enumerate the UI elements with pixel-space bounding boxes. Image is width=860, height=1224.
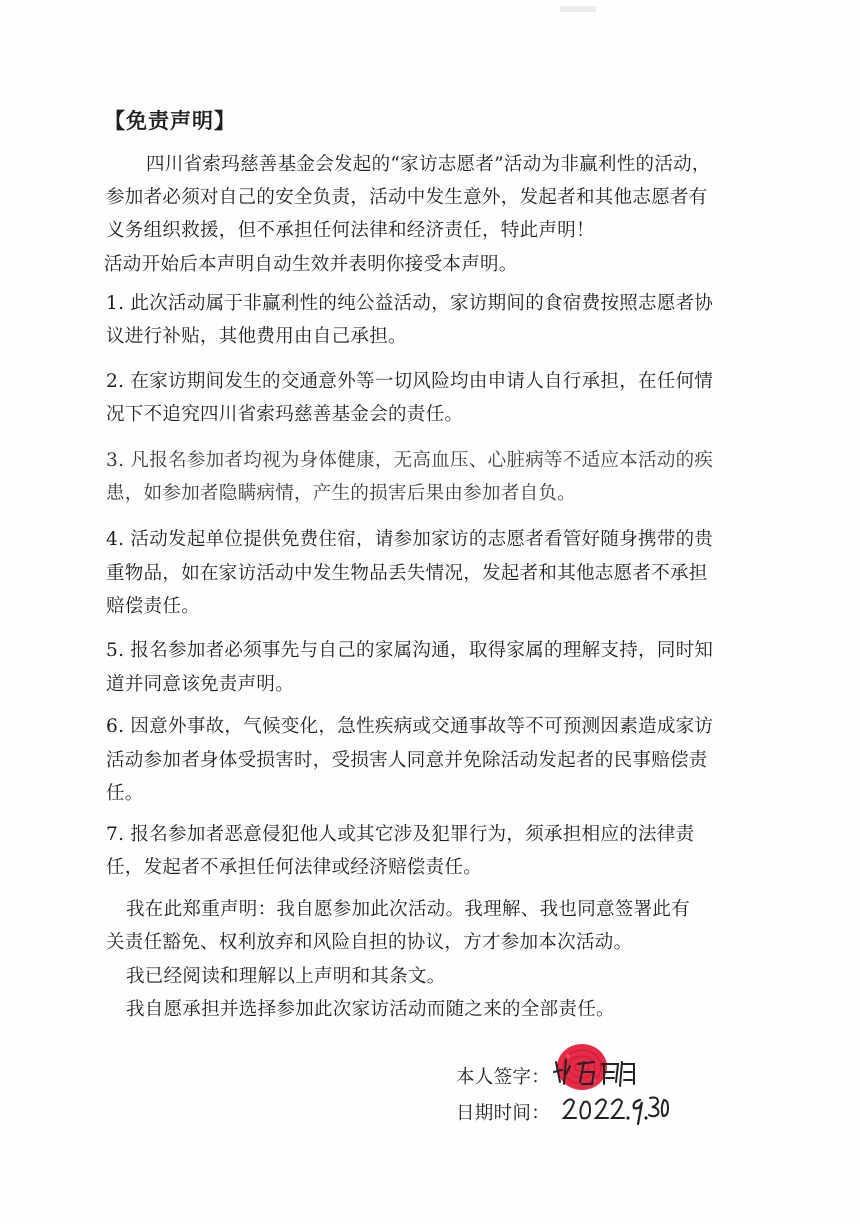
intro-line: 活动开始后本声明自动生效并表明你接受本声明。 [104, 254, 518, 275]
clause-1-line: 1. 此次活动属于非赢利性的纯公益活动，家访期间的食宿费按照志愿者协 [106, 293, 714, 314]
clause-2-line: 2. 在家访期间发生的交通意外等一切风险均由申请人自行承担，在任何情 [106, 371, 714, 392]
intro-line: 义务组织救援，但不承担任何法律和经济责任，特此声明！ [106, 220, 595, 241]
clause-6-line: 活动参加者身体受损害时，受损害人同意并免除活动发起者的民事赔偿责 [106, 750, 708, 771]
clause-4-line: 重物品，如在家访活动中发生物品丢失情况，发起者和其他志愿者不承担 [106, 563, 708, 584]
clause-6-line: 6. 因意外事故，气候变化，急性疾病或交通事故等不可预测因素造成家访 [106, 716, 714, 737]
clause-5-line: 道并同意该免责声明。 [106, 674, 295, 695]
clause-7-line: 7. 报名参加者恶意侵犯他人或其它涉及犯罪行为，须承担相应的法律责 [106, 824, 695, 845]
clause-3-line: 3. 凡报名参加者均视为身体健康，无高血压、心脏病等不适应本活动的疾 [106, 450, 714, 471]
signature-label: 本人签字： [456, 1067, 551, 1088]
handwritten-signature [548, 1052, 644, 1092]
clause-5-line: 5. 报名参加者必须事先与自己的家属沟通，取得家属的理解支持，同时知 [106, 640, 714, 661]
clause-7-line: 任，发起者不承担任何法律或经济赔偿责任。 [106, 857, 483, 878]
intro-line: 四川省索玛慈善基金会发起的“家访志愿者”活动为非赢利性的活动， [146, 154, 711, 175]
clause-6-line: 任。 [106, 783, 144, 804]
handwritten-date [560, 1088, 670, 1128]
intro-line: 参加者必须对自己的安全负责，活动中发生意外，发起者和其他志愿者有 [106, 187, 708, 208]
clause-4-line: 4. 活动发起单位提供免费住宿，请参加家访的志愿者看管好随身携带的贵 [106, 529, 714, 550]
declaration-line: 我自愿承担并选择参加此次家访活动而随之来的全部责任。 [126, 999, 615, 1020]
disclaimer-title: 【免责声明】 [104, 108, 236, 133]
clause-4-line: 赔偿责任。 [106, 596, 201, 617]
clause-1-line: 议进行补贴，其他费用由自己承担。 [106, 326, 407, 347]
clause-3-line: 患，如参加者隐瞒病情，产生的损害后果由参加者自负。 [106, 483, 577, 504]
scan-artifact [560, 6, 596, 12]
clause-2-line: 况下不追究四川省索玛慈善基金会的责任。 [106, 404, 464, 425]
declaration-line: 我在此郑重声明：我自愿参加此次活动。我理解、我也同意签署此有 [126, 899, 691, 920]
declaration-line: 我已经阅读和理解以上声明和其条文。 [126, 966, 446, 987]
date-label: 日期时间： [456, 1103, 551, 1124]
declaration-line: 关责任豁免、权利放弃和风险自担的协议，方才参加本次活动。 [106, 932, 633, 953]
